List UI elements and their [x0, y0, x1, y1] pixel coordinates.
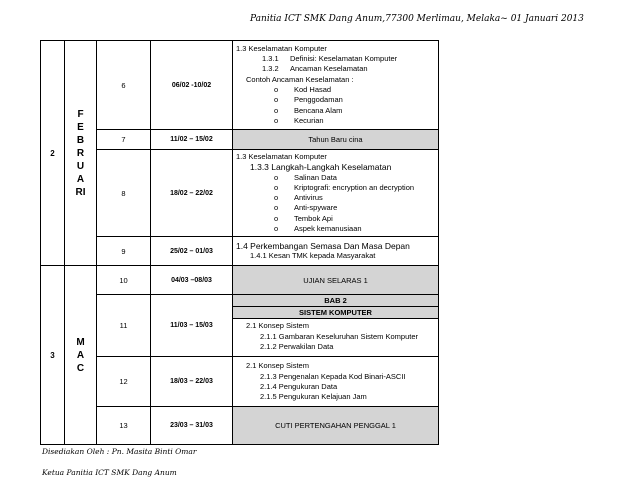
- month-number-feb: 2: [41, 41, 65, 266]
- week-number: 7: [97, 130, 151, 150]
- week-content: [233, 295, 439, 357]
- subtopic: 1.3.1 Definisi: Keselamatan Komputer: [262, 54, 398, 64]
- week-number: 9: [97, 237, 151, 266]
- subtopic: 1.4.1 Kesan TMK kepada Masyarakat: [250, 251, 376, 261]
- subtopic: 1.3.2 Ancaman Keselamatan: [262, 64, 368, 74]
- subtopic-heading: Contoh Ancaman Keselamatan :: [246, 74, 354, 84]
- list-item: o Kod Hasad: [274, 85, 332, 94]
- chapter-title: SISTEM KOMPUTER: [233, 307, 438, 319]
- week-date: 23/03 – 31/03: [151, 407, 233, 445]
- footer-role: Ketua Panitia ICT SMK Dang Anum: [42, 468, 177, 477]
- subtopic: 2.1.4 Pengukuran Data: [260, 381, 338, 391]
- page-header: Panitia ICT SMK Dang Anum,77300 Merlimau, Melaka~ 01 Januari 2013: [250, 14, 584, 24]
- list-item: o Kecurian: [274, 115, 324, 125]
- week-number: 8: [97, 150, 151, 237]
- exam-note: UJIAN SELARAS 1: [233, 266, 439, 295]
- holiday-note: Tahun Baru cina: [233, 130, 439, 150]
- week-date: 11/02 – 15/02: [151, 130, 233, 150]
- week-date: 04/03 –08/03: [151, 266, 233, 295]
- table-row: [41, 150, 439, 237]
- list-item: o Antivirus: [274, 193, 323, 203]
- list-item: o Kriptografi: encryption an decryption: [274, 182, 415, 192]
- list-item: o Aspek kemanusiaan: [274, 224, 362, 234]
- list-item: o Salinan Data: [274, 172, 337, 182]
- month-label-feb: FEBRUARI: [65, 41, 97, 266]
- subtopic: 2.1.1 Gambaran Keseluruhan Sistem Komputer: [260, 331, 419, 341]
- week-date: 18/03 – 22/03: [151, 357, 233, 407]
- holiday-note: CUTI PERTENGAHAN PENGGAL 1: [233, 407, 439, 445]
- table-row: [41, 237, 439, 266]
- week-number: 12: [97, 357, 151, 407]
- week-date: 18/02 – 22/02: [151, 150, 233, 237]
- subtopic: 2.1.2 Perwakilan Data: [260, 341, 334, 351]
- week-content: [233, 357, 439, 407]
- table-row: [41, 41, 439, 130]
- week-number: 6: [97, 41, 151, 130]
- topic-title: 1.4 Perkembangan Semasa Dan Masa Depan: [236, 241, 410, 252]
- topic-title: 2.1 Konsep Sistem: [246, 361, 309, 371]
- topic-title: 2.1 Konsep Sistem: [246, 321, 309, 331]
- week-date: 11/03 – 15/03: [151, 295, 233, 357]
- subtopic: 2.1.5 Pengukuran Kelajuan Jam: [260, 392, 367, 402]
- subtopic-heading: 1.3.3 Langkah-Langkah Keselamatan: [250, 162, 392, 173]
- week-date: 25/02 – 01/03: [151, 237, 233, 266]
- week-number: 11: [97, 295, 151, 357]
- schedule-table: [40, 40, 439, 445]
- month-number-mac: 3: [41, 266, 65, 445]
- table-row: [41, 266, 439, 295]
- week-date: 06/02 -10/02: [151, 41, 233, 130]
- table-row: [41, 357, 439, 407]
- week-content: [233, 237, 439, 266]
- table-row: [41, 407, 439, 445]
- table-row: [41, 130, 439, 150]
- topic-title: 1.3 Keselamatan Komputer: [236, 43, 327, 53]
- topic-title: 1.3 Keselamatan Komputer: [236, 152, 327, 161]
- list-item: o Bencana Alam: [274, 105, 343, 115]
- week-number: 13: [97, 407, 151, 445]
- footer-prepared-by: Disediakan Oleh : Pn. Masita Binti Omar: [42, 447, 197, 456]
- list-item: o Tembok Api: [274, 213, 333, 223]
- table-row: [41, 295, 439, 357]
- week-number: 10: [97, 266, 151, 295]
- chapter-label: BAB 2: [233, 295, 438, 307]
- list-item: o Penggodaman: [274, 95, 343, 105]
- list-item: o Anti-spyware: [274, 203, 338, 213]
- week-content: [233, 41, 439, 130]
- month-label-mac: MAC: [65, 266, 97, 445]
- subtopic: 2.1.3 Pengenalan Kepada Kod Binari-ASCII: [260, 371, 406, 381]
- week-content: [233, 150, 439, 237]
